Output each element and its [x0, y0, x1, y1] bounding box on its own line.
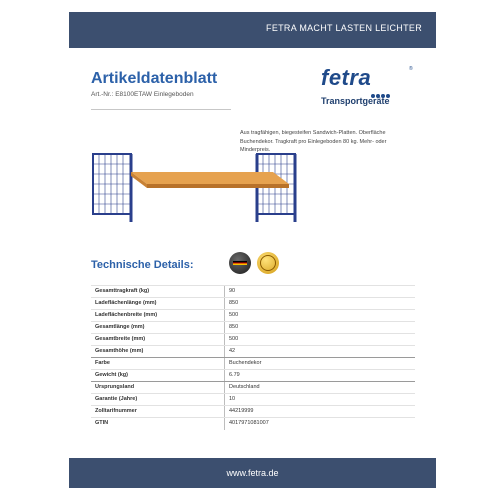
- footer-bar: [69, 458, 436, 488]
- article-number: Art.-Nr.: E8100ETAW Einlegeboden: [91, 91, 194, 98]
- spec-value: 44219999: [229, 408, 254, 414]
- spec-label: Garantie (Jahre): [95, 396, 138, 402]
- product-image: [91, 152, 306, 227]
- product-description: Aus tragfähigen, biegesteifen Sandwich-Platten. Oberfläche Buchendekor. Tragkraft pro Einlegeboden 80 kg. Mehr- oder Minderpreis.: [240, 130, 387, 153]
- spec-label: Ladeflächenbreite (mm): [95, 312, 158, 318]
- fetra-logo: [321, 65, 416, 115]
- table-row: [91, 417, 415, 430]
- spec-value: 10: [229, 396, 236, 402]
- registered-mark: ®: [409, 66, 413, 72]
- spec-value: 6.79: [229, 372, 240, 378]
- spec-label: GTIN: [95, 420, 109, 426]
- website-link[interactable]: www.fetra.de: [226, 468, 279, 478]
- flag-stripe: [233, 261, 247, 265]
- made-in-germany-seal-icon: [229, 252, 251, 274]
- wooden-shelf: [131, 172, 289, 188]
- seal-ring: [260, 255, 276, 271]
- spec-label: Ladeflächenlänge (mm): [95, 300, 157, 306]
- spec-label: Farbe: [95, 360, 110, 366]
- spec-label: Gesamttragkraft (kg): [95, 288, 150, 294]
- document-title: Artikeldatenblatt: [91, 70, 218, 87]
- spec-label: Ursprungsland: [95, 384, 135, 390]
- spec-value: 850: [229, 324, 239, 330]
- header-bar: [69, 12, 436, 48]
- header-tagline: FETRA MACHT LASTEN LEICHTER: [266, 23, 422, 33]
- spec-value: Buchendekor: [229, 360, 262, 366]
- spec-value: 500: [229, 312, 239, 318]
- spec-label: Zolltarifnummer: [95, 408, 137, 414]
- spec-value: 850: [229, 300, 239, 306]
- spec-label: Gesamthöhe (mm): [95, 348, 144, 354]
- warranty-seal-icon: [257, 252, 279, 274]
- spec-value: 90: [229, 288, 236, 294]
- spec-label: Gesamtbreite (mm): [95, 336, 146, 342]
- spec-value: 42: [229, 348, 236, 354]
- datasheet-page: [69, 12, 436, 488]
- left-frame: [93, 154, 131, 222]
- logo-subtitle: Transportgeräte: [321, 96, 390, 106]
- spec-value: 500: [229, 336, 239, 342]
- specs-title: Technische Details:: [91, 259, 194, 271]
- spec-label: Gewicht (kg): [95, 372, 129, 378]
- spec-label: Gesamtlänge (mm): [95, 324, 145, 330]
- logo-wordmark: fetra: [321, 65, 372, 90]
- spec-value: Deutschland: [229, 384, 260, 390]
- spec-value: 4017971081007: [229, 420, 269, 426]
- divider: [91, 109, 231, 110]
